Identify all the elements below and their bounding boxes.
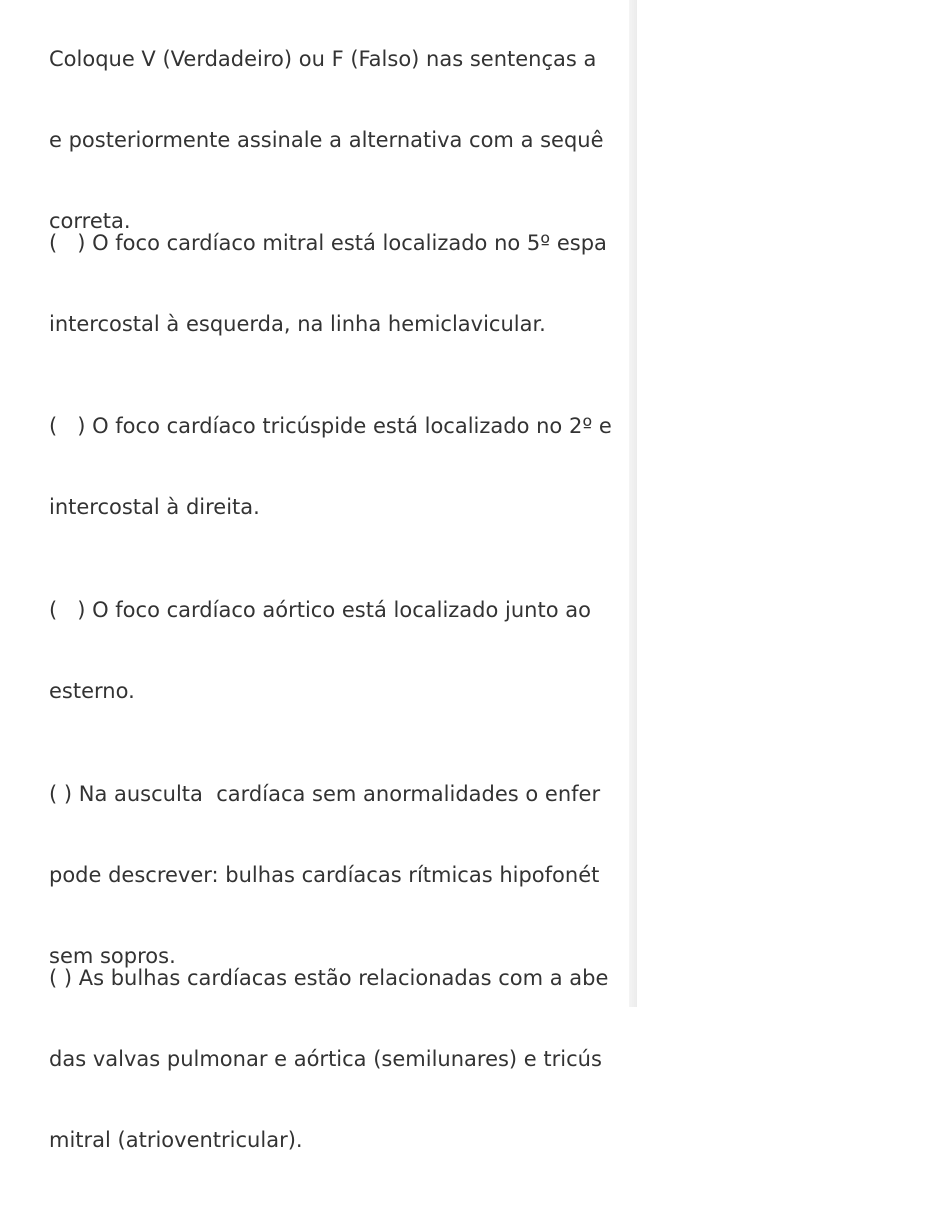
statement-line: ( ) As bulhas cardíacas estão relacionadas com a abe <box>49 966 609 990</box>
statement-line: ( ) O foco cardíaco tricúspide está localizado no 2º e <box>49 414 612 438</box>
statement-line: mitral (atrioventricular). <box>49 1128 303 1152</box>
statement-line: intercostal à direita. <box>49 495 260 519</box>
statement-line: ( ) Na ausculta cardíaca sem anormalidades o enfer <box>49 782 601 806</box>
instructions-line: e posteriormente assinale a alternativa com a sequê <box>49 128 604 152</box>
statement-5 <box>49 911 949 1208</box>
statement-line: ( ) O foco cardíaco mitral está localizado no 5º espa <box>49 231 607 255</box>
statement-line: pode descrever: bulhas cardíacas rítmicas hipofonét <box>49 863 600 887</box>
scroll-edge[interactable] <box>629 0 637 1007</box>
instructions-line: Coloque V (Verdadeiro) ou F (Falso) nas sentenças a <box>49 47 597 71</box>
statement-line: das valvas pulmonar e aórtica (semilunares) e tricús <box>49 1047 602 1071</box>
statement-line: ( ) O foco cardíaco aórtico está localizado junto ao <box>49 598 591 622</box>
question-text-area <box>49 0 612 1152</box>
instructions-line: correta. <box>49 209 131 233</box>
statement-line: esterno. <box>49 679 135 703</box>
statement-line: sem sopros. <box>49 944 176 968</box>
statement-line: intercostal à esquerda, na linha hemiclavicular. <box>49 312 546 336</box>
